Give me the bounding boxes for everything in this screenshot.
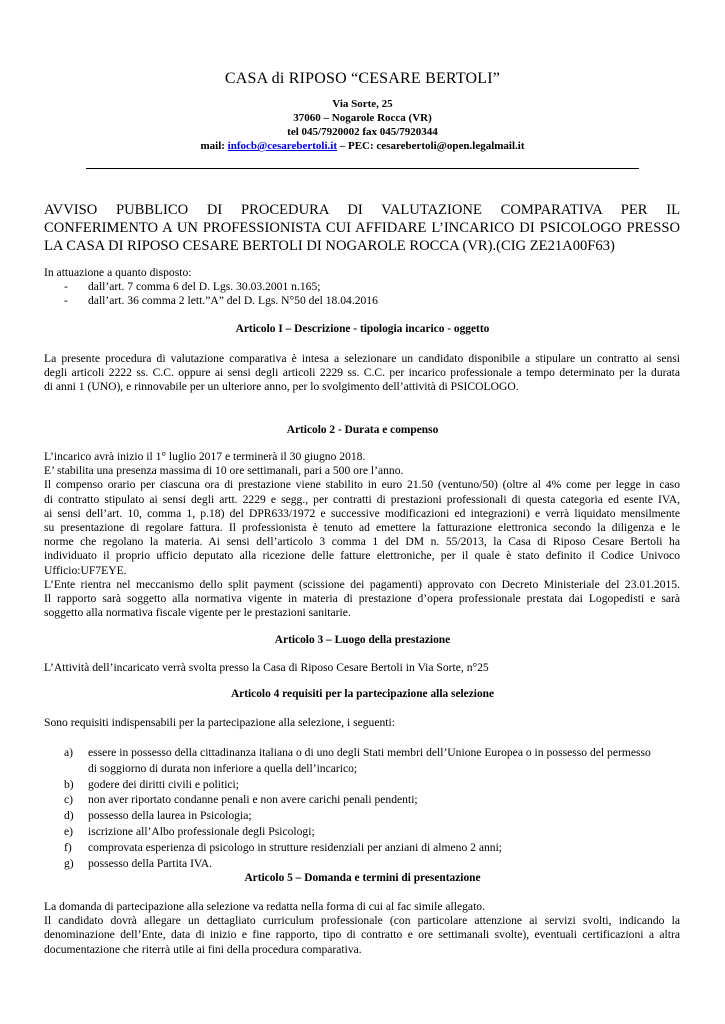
item-marker: g) (64, 856, 74, 870)
notice-title (44, 201, 680, 255)
article-3-heading: Articolo 3 – Luogo della prestazione (274, 634, 451, 646)
item-text: di soggiorno di durata non inferiore a quella dell’incarico; (88, 761, 358, 775)
article-1-body (44, 352, 680, 395)
item-text: possesso della Partita IVA. (88, 856, 213, 870)
item-text: possesso della laurea in Psicologia; (88, 809, 252, 823)
intro-text (44, 266, 680, 280)
body-line: di anni 1 (UNO), e rinnovabile per un ulteriore anno, per lo svolgimento dell’attività di PSICOLOGO. (44, 380, 519, 394)
body-line: Il candidato dovrà allegare un dettagliato curriculum professionale (con particolare attenzione ai servizi svolti, indicando la (44, 914, 680, 928)
article-2-heading: Articolo 2 - Durata e compenso (286, 424, 439, 436)
body-line: ai sensi dell’art. 10, comma 1, p.18) del DPR633/1972 e successive modificazioni ed integrazioni) e verrà liquidato mensilmente (44, 506, 680, 520)
requirement-item (64, 840, 680, 856)
body-line: soggetto alla normativa fiscale vigente per le prestazioni sanitarie. (44, 606, 351, 620)
body-line: denominazione dell’Ente, data di inizio e fine rapporto, tipo di contratto e ore settimanali svolte), eventuali certificazioni a altra (44, 928, 680, 942)
body-line: norme che regolano la materia. Ai sensi dell’articolo 3 comma 1 del DM n. 55/2013, la Casa di Riposo Cesare Bertoli ha (44, 535, 680, 549)
body-line: L’incarico avrà inizio il 1° luglio 2017 e terminerà il 30 giugno 2018. (44, 450, 366, 463)
requirement-item (64, 792, 680, 808)
dash-marker: - (64, 280, 68, 293)
requirement-item (64, 808, 680, 824)
notice-line: AVVISO PUBBLICO DI PROCEDURA DI VALUTAZIONE COMPARATIVA PER IL (44, 202, 680, 218)
body-line: Il compenso orario per ciascuna ora di prestazione viene stabilito in euro 21.50 (ventuno/50) (oltre al 4% come per legge in caso (44, 478, 680, 492)
item-marker: c) (64, 793, 74, 807)
item-marker: b) (64, 777, 74, 791)
institution-phone: tel 045/7920002 fax 045/7920344 (287, 126, 438, 138)
item-marker: f) (64, 840, 72, 854)
article-1-heading: Articolo I – Descrizione - tipologia incarico - oggetto (235, 323, 490, 335)
intro-item-text: dall’art. 36 comma 2 lett.”A” del D. Lgs. N°50 del 18.04.2016 (88, 294, 378, 307)
intro-line: In attuazione a quanto disposto: (44, 266, 192, 279)
body-line: L’Ente rientra nel meccanismo dello split payment (scissione dei pagamenti) approvato con Decreto Ministeriale del 23.01.2015. (44, 577, 680, 591)
institution-contacts (0, 139, 725, 153)
body-line: documentazione che riterrà utile ai fini della procedura comparativa. (44, 942, 362, 956)
body-line: L’Attività dell’incaricato verrà svolta presso la Casa di Riposo Cesare Bertoli in Via Sorte, n°25 (44, 661, 489, 674)
body-line: di contratto stipulato ai sensi degli artt. 2229 e segg., per contratti di prestazioni professionali di questa categoria ed esente IVA, (44, 492, 680, 506)
body-line: E’ stabilita una presenza massima di 10 ore settimanali, pari a 500 ore l’anno. (44, 464, 404, 478)
institution-title: CASA di RIPOSO “CESARE BERTOLI” (224, 70, 501, 87)
body-line: La presente procedura di valutazione comparativa è intesa a selezionare un candidato disponibile a stipulare un contratto ai sensi (44, 352, 680, 365)
item-text: comprovata esperienza di psicologo in strutture residenziali per anziani di almeno 2 anni; (88, 840, 503, 854)
intro-item-text: dall’art. 7 comma 6 del D. Lgs. 30.03.2001 n.165; (88, 280, 321, 293)
body-line: Sono requisiti indispensabili per la partecipazione alla selezione, i seguenti: (44, 716, 395, 729)
requirements-list (64, 745, 680, 871)
article-4-heading: Articolo 4 requisiti per la partecipazione alla selezione (230, 688, 495, 700)
body-line: degli articoli 2222 ss. C.C. oppure ai sensi degli articoli 2229 ss. C.C. per incarico professionale a tempo determinato per la durata (44, 366, 680, 380)
requirement-item (64, 777, 680, 793)
intro-item (64, 280, 320, 294)
body-line: Il rapporto sarà soggetto alla normativa vigente in materia di prestazione d’opera professionale prestata dai Logopedisti e sarà (44, 592, 680, 606)
body-line: La domanda di partecipazione alla selezione va redatta nella forma di cui al fac simile allegato. (44, 900, 485, 913)
pec-address: – PEC: cesarebertoli@open.legalmail.it (336, 140, 525, 152)
item-text: iscrizione all’Albo professionale degli Psicologi; (88, 824, 315, 838)
article-5-body (44, 900, 680, 957)
requirement-item (64, 745, 680, 777)
article-5-heading: Articolo 5 – Domanda e termini di presentazione (244, 872, 481, 884)
intro-item (64, 294, 378, 308)
institution-city: 37060 – Nogarole Rocca (VR) (293, 112, 432, 124)
article-4-intro (44, 716, 680, 730)
article-3-body (44, 661, 680, 675)
notice-line: LA CASA DI RIPOSO CESARE BERTOLI DI NOGAROLE ROCCA (VR).(CIG ZE21A00F63) (44, 238, 615, 254)
dash-marker: - (64, 294, 68, 307)
mail-link[interactable]: infocb@cesarebertoli.it (227, 140, 337, 152)
item-marker: d) (64, 809, 74, 823)
requirement-item (64, 824, 680, 840)
item-marker: a) (64, 746, 74, 759)
mail-label: mail: (200, 140, 228, 152)
item-marker: e) (64, 824, 74, 838)
notice-line: CONFERIMENTO A UN PROFESSIONISTA CUI AFFIDARE L’INCARICO DI PSICOLOGO PRESSO (44, 220, 680, 236)
header-divider (86, 168, 639, 169)
item-text: essere in possesso della cittadinanza italiana o di uno degli Stati membri dell’Unione Europea o in possesso del permesso (88, 746, 651, 759)
requirement-item (64, 856, 680, 872)
item-text: godere dei diritti civili e politici; (88, 777, 240, 791)
body-line: Ufficio:UF7EYE. (44, 563, 127, 577)
body-line: individuato il proprio ufficio deputato alla ricezione delle fatture elettroniche, per il quale è stato definito il Codice Univoco (44, 549, 680, 563)
institution-address: Via Sorte, 25 (332, 98, 393, 110)
article-2-body (44, 450, 680, 620)
body-line: su presentazione di regolare fattura. Il professionista è tenuto ad emettere la fatturazione elettronica secondo la diligenza e le (44, 521, 680, 535)
item-text: non aver riportato condanne penali e non avere carichi penali pendenti; (88, 793, 418, 807)
